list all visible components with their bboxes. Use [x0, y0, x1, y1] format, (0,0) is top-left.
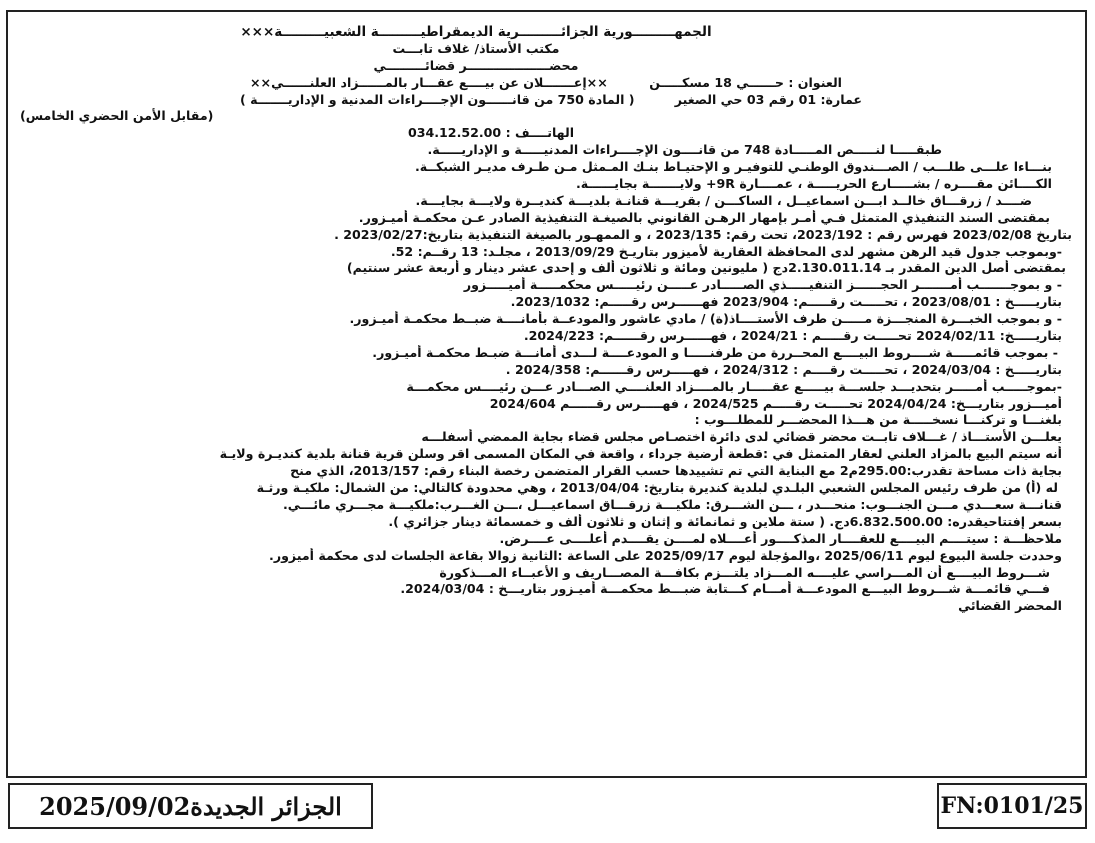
- body-line: - و بموجب الخبـــرة المنجـــزة مـــــن طرف الأستــــاذ(ة) / مادي عاشور والمودعــة بأمانــــة ضبــط محكمـة أميـزور.: [349, 311, 1062, 327]
- address-row-1: [20, 75, 1072, 92]
- phone-number: الهاتــــف : 034.12.52.00: [407, 125, 575, 141]
- body-line: بتاريخ 2023/02/08 فهرس رقم : 2023/192، تحت رقم: 2023/135 ، و الممهـور بالصيغة التنفيذية بتاريخ:2023/02/27 .: [334, 226, 1072, 242]
- body-line: الكــــائن مقــــره / بشـــــارع الحريـــــة ، عمــــارة 9R+ ولايـــــــة بجايــــــة.: [576, 176, 1052, 192]
- body-line: ملاحظـــة : سيتــــم البيــــع للعقــــار المذكــــور أعــــلاه لمــــن يقــــدم أعلــــى عــــرض.: [499, 530, 1062, 546]
- address-street: العنوان : حــــــي 18 مسكـــــن: [649, 74, 842, 90]
- fn-number: FN:0101/25: [940, 793, 1084, 819]
- body-line: - بموجب قائمـــــة شــــروط البيــــع المحــررة من طرفنـــــا و المودعــــة لـــدى أمانـــة ضبـط محكمـة أميـزور.: [372, 344, 1058, 360]
- body-line: وحددت جلسة البيوع ليوم 2025/06/11 ،والمؤجلة ليوم 2025/09/17 على الساعة :الثانية زوالا بقاعة الجلسات لدى محكمة أميزور.: [269, 547, 1062, 563]
- body-line: يعلـــن الأستـــاذ / غـــلاف تابــت محضر قضائي لدى دائرة اختصـاص مجلس قضاء بجاية الممضي أسفلـــه: [421, 429, 1062, 445]
- notice-body: [20, 24, 1072, 615]
- body-line: بنـــاءا علـــى طلـــب / الصـــندوق الوطنـي للتوفيـر و الإحتيـاط بنـك المـمثل مـن طـرف مديـر الشبكــة.: [414, 159, 1052, 175]
- body-line: شـــروط البيــــع أن المـــراسي عليــــه المـــزاد يلتـــزم بكافـــة المصـــاريف و الأعبــاء المـــذكورة: [439, 564, 1050, 580]
- body-line: فـــي قائمـــة شـــروط البيـــع المودعـــة أمـــام كـــتابة ضبـــط محكمـــة أميـزور بتاريـــخ : 2024/03/04.: [400, 581, 1050, 597]
- office-name: مكتب الأستاذ/ غلاف تابـــت: [392, 40, 560, 56]
- body-line: بتاريـــــخ: 2024/02/11 تحـــــت رقـــــم : 2024/21 ، فهــــــرس رقــــــم: 2024/223.: [523, 328, 1062, 344]
- body-line: بتاريـــــخ : 2023/08/01 ، تحـــــت رقـــــم: 2023/904 فهــــــرس رقـــــم: 2023/1032.: [510, 294, 1062, 310]
- body-line: أميـــزور بتاريـــخ: 2024/04/24 تحـــــت رقـــــم 2024/525 ، فهـــــرس رقــــــم 2024/604: [489, 395, 1062, 411]
- body-line: ضــــد / زرقـــاق خالــد ابـــن اسماعيــل ، الساكـــن / بقريـــة قنانـة بلديـــة كنديــرة ولايـــة بجايـــة.: [415, 192, 1032, 208]
- body-line: بلغنـــا و تركنـــا نسخـــــة من هـــذا المحضـــر للمطلـــوب :: [694, 412, 1062, 428]
- bailiff-signature-label: المحضر القضائي: [958, 598, 1062, 614]
- body-line: بسعر إفتتاحيقدره: 6.832.500.00دج. ( ستة ملاين و ثمانمائة و إثنان و ثلاثون ألف و خمسمائة دينار جزائري ).: [388, 513, 1062, 529]
- address-row-2: [20, 92, 1072, 109]
- body-line: قنانـــة سعـــدي مـــن الجنـــوب: منحـــدر ، ـــن الشـــرق: ملكيـــة زرقـــاق اسماعيـــل ،ـــن الغـــرب:ملكيـــة مجـــري مائـــي.: [282, 496, 1062, 512]
- document-title: محضـــــــــــــــــــر قضائـــــــــي: [373, 57, 579, 73]
- body-line: بتاريـــــخ : 2024/03/04 ، تحـــــت رقــــم : 2024/312 ، فهـــــرس رقــــــم: 2024/358 .: [505, 361, 1062, 377]
- body-line: - و بموجـــــــب أمـــــــر الحجــــــز التنفيـــــذي الصـــــادر عـــــن رئيـــــس محكمـــــة أميـــــزور: [463, 277, 1062, 293]
- body-line: -وبموجب جدول قيد الرهن مشهر لدى المحافظة العقارية لأميزور بتاريـخ 2013/09/29 ، مجلـد: 13 رقــم: 52.: [390, 243, 1062, 259]
- body-line: بمقتضى السند التنفيذي المتمثل فـي أمـر بإمهار الرهـن القانوني بالصيغـة التنفيذية الصادر عـن محكمـة أميـزور.: [358, 209, 1050, 225]
- body-line: له (أ) من طرف رئيس المجلس الشعبي البلـدي لبلدية كنديرة بتاريخ: 2013/04/04 ، وهي محدودة كالتالي: من الشمال: ملكيـة ورثـة: [256, 480, 1058, 496]
- body-line: أنه سيتم البيع بالمزاد العلني لعقار المتمثل في :قطعة أرضية جرداء ، واقعة في المكان المسمى اقر وسلن قرية قنانة بلدية كنديـرة ولايـة: [219, 446, 1062, 462]
- body-line: طبقـــــا لنـــــص المـــــادة 748 من قانــــون الإجــــراءات المدنيـــــة و الإداريـــــة.: [427, 142, 942, 158]
- address-landmark: (مقابل الأمن الحضري الخامس): [20, 108, 214, 124]
- republic-heading: الجمهـــــــــورية الجزائـــــــــرية الديمقراطيـــــــــة الشعبيـــــــــة×××: [240, 24, 712, 40]
- article-reference: ( المادة 750 من قانــــــون الإجــــراءات المدنية و الإداريـــــــة ): [240, 91, 635, 107]
- fn-box: [937, 783, 1087, 829]
- newspaper-date: الجزائر الجديدة2025/09/02: [39, 791, 342, 821]
- notice-type: ××إعـــــــلان عن بيــــع عقـــار بالمــــــزاد العلنــــــي××: [250, 74, 608, 90]
- address-building: عمارة: 01 رقم 03 حي الصغير: [674, 91, 862, 107]
- body-line: بمقتضى أصل الدين المقدر بـ 2.130.011.14دج ( مليونين ومائة و ثلاثون ألف و إحدى عشر دينار و أربعة عشر سنتيم): [346, 260, 1066, 276]
- body-line: -بموجـــــب أمـــــر بتحديـــد جلســـة بيـــــع عقـــــار بالمــــزاد العلنــــي الصـــادر عـــن رئيــــس محكمـــة: [406, 378, 1062, 394]
- newspaper-date-box: [8, 783, 373, 829]
- body-line: بجاية ذات مساحة تقدرب:295.00م2 مع البناية التي تم تشييدها حسب القرار المتضمن رخصة البناء رقم: 2013/157، الذي منح: [290, 463, 1062, 479]
